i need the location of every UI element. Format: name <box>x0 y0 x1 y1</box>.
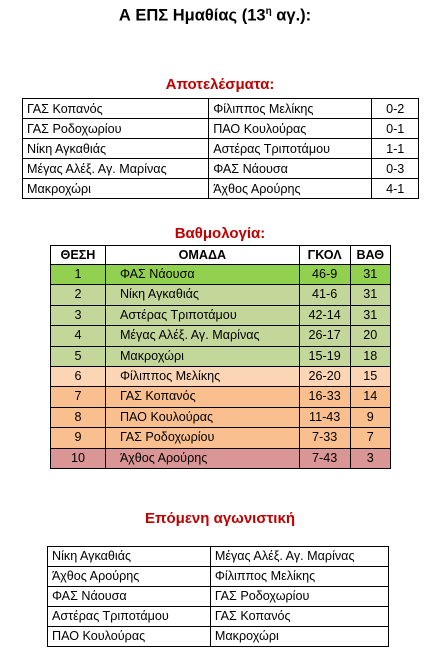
home-team: Νίκη Αγκαθιάς <box>48 547 211 567</box>
standings-row <box>51 326 391 346</box>
points: 31 <box>350 305 390 325</box>
header-goals: ΓΚΟΛ <box>299 246 350 265</box>
points: 14 <box>350 387 390 407</box>
standings-row <box>51 387 391 407</box>
page-title <box>0 6 430 26</box>
position: 1 <box>51 265 106 285</box>
team-name: Νίκη Αγκαθιάς <box>105 285 299 305</box>
away-team: Μέγας Αλέξ. Αγ. Μαρίνας <box>210 547 388 567</box>
standings-header-row <box>51 246 391 265</box>
results-table <box>22 98 419 199</box>
goals: 11-43 <box>299 407 350 427</box>
points: 31 <box>350 285 390 305</box>
standings-row <box>51 285 391 305</box>
standings-row <box>51 346 391 366</box>
points: 3 <box>350 448 390 468</box>
goals: 26-20 <box>299 367 350 387</box>
standings-heading: Βαθμολογία: <box>174 225 266 242</box>
team-name: Αστέρας Τριποτάμου <box>105 305 299 325</box>
match-score: 0-2 <box>372 99 419 119</box>
results-heading: Αποτελέσματα: <box>165 76 275 93</box>
points: 15 <box>350 367 390 387</box>
goals: 15-19 <box>299 346 350 366</box>
standings-row <box>51 265 391 285</box>
position: 4 <box>51 326 106 346</box>
home-team: ΦΑΣ Νάουσα <box>48 587 211 607</box>
points: 20 <box>350 326 390 346</box>
fixture-row <box>48 567 389 587</box>
team-name: ΓΑΣ Κοπανός <box>105 387 299 407</box>
home-team: Μέγας Αλέξ. Αγ. Μαρίνας <box>23 159 209 179</box>
position: 9 <box>51 428 106 448</box>
standings-row <box>51 428 391 448</box>
fixture-row <box>48 627 389 647</box>
team-name: Μέγας Αλέξ. Αγ. Μαρίνας <box>105 326 299 346</box>
standings-row <box>51 407 391 427</box>
next-round-table <box>47 546 389 647</box>
match-score: 0-3 <box>372 159 419 179</box>
match-score: 0-1 <box>372 119 419 139</box>
team-name: Μακροχώρι <box>105 346 299 366</box>
title-tail: αγ.): <box>271 6 312 25</box>
home-team: ΠΑΟ Κουλούρας <box>48 627 211 647</box>
result-row <box>23 99 419 119</box>
home-team: ΓΑΣ Ροδοχωρίου <box>23 119 209 139</box>
points: 7 <box>350 428 390 448</box>
result-row <box>23 179 419 199</box>
standings-row <box>51 448 391 468</box>
home-team: Μακροχώρι <box>23 179 209 199</box>
away-team: ΓΑΣ Κοπανός <box>210 607 388 627</box>
points: 31 <box>350 265 390 285</box>
header-points: ΒΑΘ <box>350 246 390 265</box>
title-superscript: η <box>265 6 272 17</box>
standings-table <box>50 245 391 469</box>
title-main: Α ΕΠΣ Ημαθίας (13 <box>118 6 266 25</box>
goals: 7-43 <box>299 448 350 468</box>
goals: 41-6 <box>299 285 350 305</box>
goals: 16-33 <box>299 387 350 407</box>
home-team: ΓΑΣ Κοπανός <box>23 99 209 119</box>
result-row <box>23 119 419 139</box>
position: 6 <box>51 367 106 387</box>
position: 2 <box>51 285 106 305</box>
header-position: ΘΕΣΗ <box>51 246 106 265</box>
position: 10 <box>51 448 106 468</box>
away-team: Άχθος Αρούρης <box>209 179 372 199</box>
away-team: Φίλιππος Μελίκης <box>210 567 388 587</box>
away-team: Μακροχώρι <box>210 627 388 647</box>
away-team: ΠΑΟ Κουλούρας <box>209 119 372 139</box>
points: 18 <box>350 346 390 366</box>
fixture-row <box>48 587 389 607</box>
next-round-heading: Επόμενη αγωνιστική <box>144 510 295 527</box>
standings-row <box>51 367 391 387</box>
goals: 46-9 <box>299 265 350 285</box>
away-team: Αστέρας Τριποτάμου <box>209 139 372 159</box>
match-score: 1-1 <box>372 139 419 159</box>
standings-row <box>51 305 391 325</box>
header-team: ΟΜΑΔΑ <box>105 246 299 265</box>
home-team: Αστέρας Τριποτάμου <box>48 607 211 627</box>
fixture-row <box>48 607 389 627</box>
team-name: Άχθος Αρούρης <box>105 448 299 468</box>
fixture-row <box>48 547 389 567</box>
goals: 26-17 <box>299 326 350 346</box>
team-name: ΦΑΣ Νάουσα <box>105 265 299 285</box>
team-name: ΓΑΣ Ροδοχωρίου <box>105 428 299 448</box>
result-row <box>23 139 419 159</box>
home-team: Νίκη Αγκαθιάς <box>23 139 209 159</box>
goals: 42-14 <box>299 305 350 325</box>
match-score: 4-1 <box>372 179 419 199</box>
team-name: ΠΑΟ Κουλούρας <box>105 407 299 427</box>
away-team: ΦΑΣ Νάουσα <box>209 159 372 179</box>
position: 7 <box>51 387 106 407</box>
position: 8 <box>51 407 106 427</box>
position: 3 <box>51 305 106 325</box>
away-team: ΓΑΣ Ροδοχωρίου <box>210 587 388 607</box>
away-team: Φίλιππος Μελίκης <box>209 99 372 119</box>
team-name: Φίλιππος Μελίκης <box>105 367 299 387</box>
position: 5 <box>51 346 106 366</box>
result-row <box>23 159 419 179</box>
points: 9 <box>350 407 390 427</box>
home-team: Άχθος Αρούρης <box>48 567 211 587</box>
goals: 7-33 <box>299 428 350 448</box>
